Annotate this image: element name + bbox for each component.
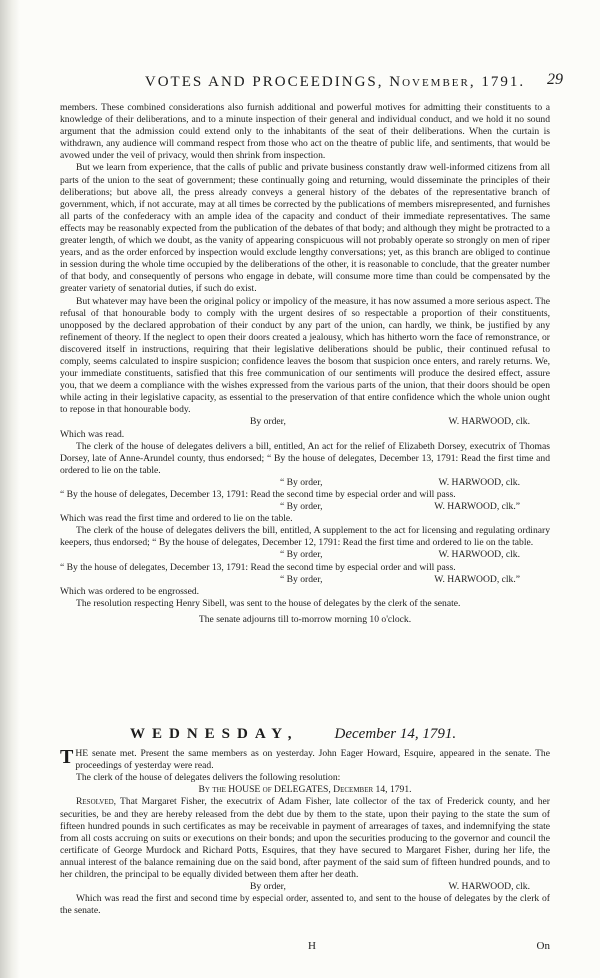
signature-line bbox=[60, 477, 550, 489]
paragraph bbox=[60, 796, 550, 881]
wednesday-section bbox=[60, 722, 550, 917]
paragraph: “ By the house of delegates, December 13, 1791: Read the second time by especial order and will pass. bbox=[60, 489, 456, 500]
paragraph: The resolution respecting Henry Sibell, was sent to the house of delegates by the clerk of the senate. bbox=[76, 597, 461, 609]
by-order: By order, bbox=[250, 416, 286, 428]
paragraph: members. These combined considerations also furnish additional and powerful motives for admitting their constituents to a knowledge of their deliberations, and to a minute inspection of their general and individual conduct, and we hold it no sound argument that the admission could extend only to the inhabitants of the seat of their deliberations. When the curtain is withdrawn, any audience will command respect from those who act on the theatre of public life, and sentiments, that would be avowed under the veil of privacy, would then shrink from inspection. bbox=[60, 102, 550, 162]
date: December 14, 1791. bbox=[334, 726, 457, 742]
adjournment: The senate adjourns till to-morrow morning 10 o'clock. bbox=[198, 613, 412, 625]
by-order: By order, bbox=[250, 881, 286, 893]
catchword: On bbox=[536, 940, 550, 952]
by-order: “ By order, bbox=[280, 501, 323, 513]
paragraph bbox=[60, 748, 550, 772]
clerk-signature: W. HARWOOD, clk. bbox=[448, 881, 530, 893]
paragraph: But we learn from experience, that the calls of public and private business constantly draw well-informed citizens from all parts of the union to the seat of government; these continually going and returning, would disseminate the principles of their deliberations; but above all, the press already conveys a general history of the debates of the representative branch of government, which, if not accurate, may at all times be corrected by the publications of members misrepresented, and furnishes all parts of the confederacy with an ample idea of the capacity and conduct of their immediate representatives. The same effects may be reasonably expected from the publication of the debates of that body; and although they might be protracted to a greater length, of which we doubt, as the vanity of appearing conspicuous will not probably operate so strongly on men of riper years, and as the order enforced by inspection would exclude lengthy conversations; yet, as this branch are obliged to continue in session during the whole time occupied by the deliberations of the other, it is reasonable to conclude, that the greater number of that body, and consequently of persons who engage in debate, will consume more time than could be compensated by the greater variety of senatorial duties, if such do exist. bbox=[60, 162, 550, 295]
signature-line bbox=[60, 881, 550, 893]
paragraph: The clerk of the house of delegates delivers the following resolution: bbox=[76, 772, 341, 784]
clerk-signature: W. HARWOOD, clk.” bbox=[434, 501, 520, 513]
resolved-word: Resolved, bbox=[76, 796, 117, 808]
signature-line bbox=[60, 416, 550, 428]
senate-met-text: HE senate met. Present the same members as on yesterday. John Eager Howard, Esquire, appeared in the senate. The proceedings of yesterday were read. bbox=[75, 748, 550, 772]
signature-mark: H bbox=[308, 940, 316, 952]
petition-section bbox=[60, 102, 550, 626]
day-heading bbox=[60, 728, 550, 740]
page-number: 29 bbox=[547, 71, 563, 88]
house-header: By the HOUSE of DELEGATES, December 14, 1791. bbox=[198, 784, 412, 796]
running-header bbox=[130, 76, 540, 88]
binding-shadow bbox=[0, 0, 20, 978]
signature-line bbox=[60, 549, 550, 561]
clerk-signature: W. HARWOOD, clk. bbox=[448, 416, 530, 428]
by-order: “ By order, bbox=[280, 549, 323, 561]
paragraph: The clerk of the house of delegates delivers a bill, entitled, An act for the relief of Elizabeth Dorsey, executrix of Thomas Dorsey, late of Anne-Arundel county, thus endorsed; “ By the house of delegates, December 13, 1791: Read the first time and ordered to lie on the table. bbox=[60, 440, 550, 476]
by-order: “ By order, bbox=[280, 573, 323, 585]
paragraph: The clerk of the house of delegates delivers the bill, entitled, A supplement to the act for licensing and regulating ordinary keepers, thus endorsed; “ By the house of delegates, December 12, 1791: Read the first time and ordered to lie on the table. bbox=[60, 525, 550, 549]
by-order: “ By order, bbox=[280, 476, 323, 488]
paragraph: But whatever may have been the original policy or impolicy of the measure, it has now assumed a more serious aspect. The refusal of that honourable body to comply with the urgent desires of so respectable a proportion of their constituents, unopposed by the declared approbation of their conduct by any part of the union, can hardly, we think, be justified by any refinement of theory. If the neglect to open their doors created a jealousy, which has hitherto worn the face of remonstrance, or discovered itself in instructions, requiring that their legislative deliberations should be public, their continued refusal to comply, seems calculated to inspire suspicion; confidence leaves the bosom that suspicion once enters, and rarely returns. We, your immediate constituents, satisfied that this free communication of our sentiments will produce the desired effect, assure you, that we deem a compliance with the wishes expressed from the various parts of the union, that their doors should be open while acting in their legislative capacity, as essential to the preservation of that entire confidence which the whole union ought to repose in that honourable body. bbox=[60, 295, 550, 416]
paragraph: Which was read the first time and ordered to lie on the table. bbox=[60, 513, 293, 525]
paragraph: Which was read. bbox=[60, 428, 125, 440]
signature-line bbox=[60, 501, 550, 513]
weekday: WEDNESDAY, bbox=[130, 726, 299, 742]
clerk-signature: W. HARWOOD, clk. bbox=[438, 476, 520, 488]
page-footer bbox=[60, 940, 550, 954]
clerk-signature: W. HARWOOD, clk.” bbox=[434, 573, 520, 585]
paragraph: “ By the house of delegates, December 13, 1791: Read the second time by especial order and will pass. bbox=[60, 561, 456, 573]
paragraph: Which was read the first and second time by especial order, assented to, and sent to the house of delegates by the clerk of the senate. bbox=[60, 893, 550, 917]
paragraph: Which was ordered to be engrossed. bbox=[60, 585, 200, 597]
resolved-text: That Margaret Fisher, the executrix of Adam Fisher, late collector of the tax of Frederick county, and her securities, be and they are hereby released from the debt due by them to the state, upon their paying to the state the sum of fifteen hundred pounds in such certificates as may be receivable in payment of arrearages of taxes, and indemnifying the state from all costs accruing on suits or executions on their bonds; and upon the securities producing to the governor and council the certificate of George Murdock and Richard Potts, Esquires, that they have secured to Margaret Fisher, during her life, the annual interest of the balance remaining due on the said bond, after payment of the said sum of fifteen hundred pounds, and to her children, the principal to be equally divided between them after her death. bbox=[60, 796, 550, 881]
header-title: VOTES AND PROCEEDINGS, November, 1791. bbox=[144, 74, 526, 90]
signature-line bbox=[60, 574, 550, 586]
drop-cap: T bbox=[60, 746, 74, 769]
clerk-signature: W. HARWOOD, clk. bbox=[438, 549, 520, 561]
